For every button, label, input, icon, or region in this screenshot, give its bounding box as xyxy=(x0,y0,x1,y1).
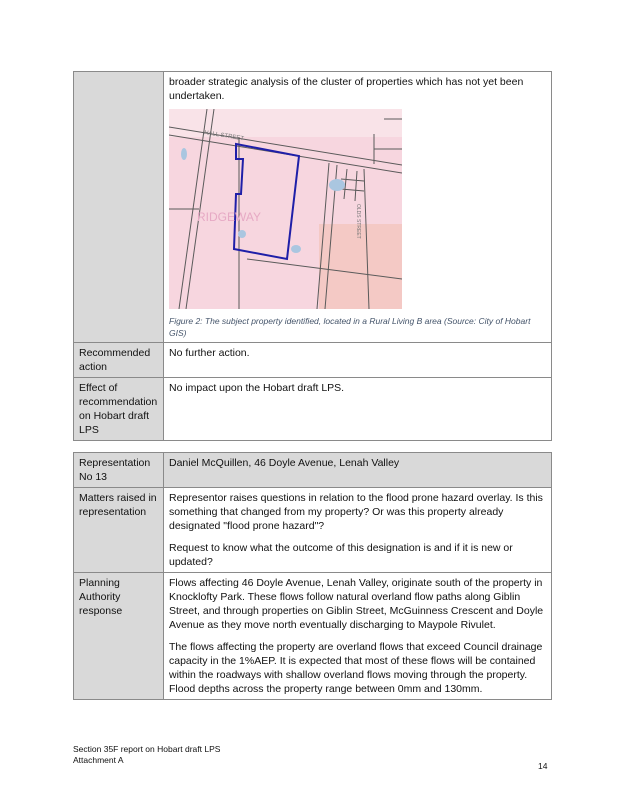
row-label: Representation No 13 xyxy=(74,453,164,488)
row-value: No further action. xyxy=(164,343,552,378)
empty-label-cell xyxy=(74,72,164,343)
paragraph: Request to know what the outcome of this designation is and if it is new or updated? xyxy=(169,542,513,568)
row-label: Recommended action xyxy=(74,343,164,378)
table-row xyxy=(74,573,552,700)
footer-line: Section 35F report on Hobart draft LPS xyxy=(73,744,221,754)
representation-12-continued-table xyxy=(73,71,552,441)
row-value xyxy=(164,488,552,573)
footer-line: Attachment A xyxy=(73,755,124,765)
row-value: No impact upon the Hobart draft LPS. xyxy=(164,378,552,441)
side-street-label: OLDS STREET xyxy=(355,204,361,239)
paragraph: The flows affecting the property are overland flows that exceed Council drainage capacity in the 1%AEP. It is expected that most of these flows will be contained within the roadways with shallow overland flows moving through the property. Flood depths across the property range between 0mm and 130mm. xyxy=(169,641,543,695)
row-value xyxy=(164,573,552,700)
row-label: Planning Authority response xyxy=(74,573,164,700)
area-label: RIDGEWAY xyxy=(197,210,262,224)
representation-13-table xyxy=(73,452,552,700)
table-row xyxy=(74,488,552,573)
table-row xyxy=(74,343,552,378)
table-row xyxy=(74,72,552,343)
content-cell xyxy=(164,72,552,343)
paragraph: Representor raises questions in relation to the flood prone hazard overlay. Is this something that changed from my property? Or was this property already designated "flood prone hazard"? xyxy=(169,492,543,532)
row-value: Daniel McQuillen, 46 Doyle Avenue, Lenah Valley xyxy=(164,453,552,488)
page-number: 14 xyxy=(538,761,548,771)
property-map xyxy=(169,109,402,309)
street-label: HALL STREET xyxy=(203,130,245,143)
table-row xyxy=(74,378,552,441)
table-row xyxy=(74,453,552,488)
row-label: Matters raised in representation xyxy=(74,488,164,573)
paragraph: Flows affecting 46 Doyle Avenue, Lenah Valley, originate south of the property in Knocklofty Park. These flows follow natural overland flow paths along Giblin Street, and through properties on Giblin Street, McGuinness Crescent and Doyle Avenue as they move north eventually discharging to Maypole Rivulet. xyxy=(169,577,544,631)
row-label: Effect of recommendation on Hobart draft LPS xyxy=(74,378,164,441)
page-footer xyxy=(73,744,220,766)
figure-caption: Figure 2: The subject property identified, located in a Rural Living B area (Source: City of Hobart GIS) xyxy=(169,316,531,338)
intro-text: broader strategic analysis of the cluster of properties which has not yet been undertaken. xyxy=(169,76,524,102)
map-graphic xyxy=(169,109,402,309)
